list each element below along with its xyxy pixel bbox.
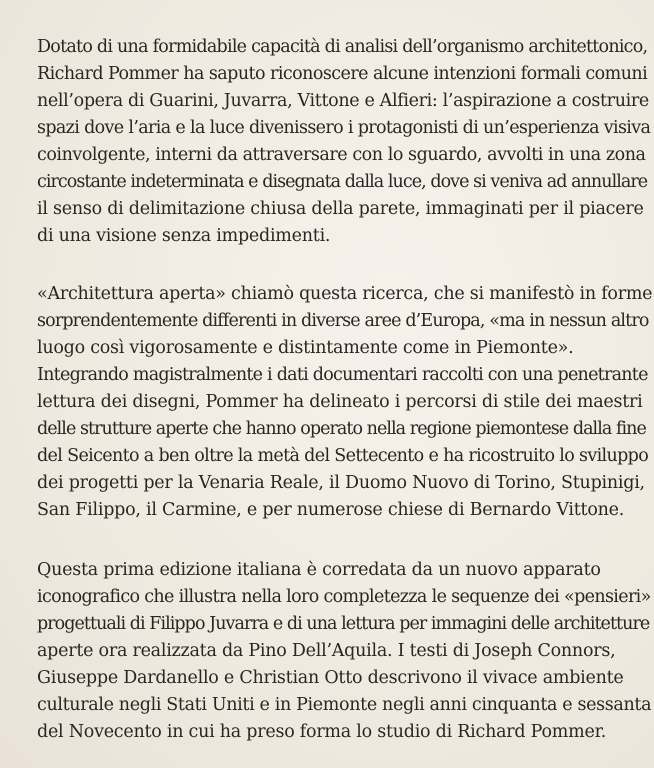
text-line: aperte ora realizzata da Pino Dell’Aquila. I testi di Joseph Connors, [37,641,616,661]
text-line: di una visione senza impedimenti. [37,226,331,246]
text-line: luogo così vigorosamente e distintamente come in Piemonte». [37,338,574,358]
text-line: Questa prima edizione italiana è corredata da un nuovo apparato [37,560,601,580]
text-line: delle strutture aperte che hanno operato nella regione piemontese dalla fine [37,419,646,439]
text-line: Integrando magistralmente i dati documentari raccolti con una penetrante [37,365,648,385]
text-line: nell’opera di Guarini, Juvarra, Vittone e Alfieri: l’aspirazione a costruire [37,91,649,111]
text-line: del Seicento a ben oltre la metà del Settecento e ha ricostruito lo sviluppo [37,446,649,466]
text-line: del Novecento in cui ha preso forma lo studio di Richard Pommer. [37,722,607,742]
text-line: sorprendentemente differenti in diverse aree d’Europa, «ma in nessun altro [37,311,649,331]
text-line: circostante indeterminata e disegnata dalla luce, dove si veniva ad annullare [37,172,648,192]
text-line: lettura dei disegni, Pommer ha delineato i percorsi di stile dei maestri [37,392,643,412]
paragraph-3 [37,557,652,746]
text-line: spazi dove l’aria e la luce divenissero i protagonisti di un’esperienza visiva [37,118,651,138]
text-line: Giuseppe Dardanello e Christian Otto descrivono il vivace ambiente [37,668,624,688]
text-line: San Filippo, il Carmine, e per numerose chiese di Bernardo Vittone. [37,500,625,520]
text-line: «Architettura aperta» chiamò questa ricerca, che si manifestò in forme [37,284,653,304]
text-line: il senso di delimitazione chiusa della parete, immaginati per il piacere [37,199,644,219]
text-line: progettuali di Filippo Juvarra e di una lettura per immagini delle architetture [37,614,650,634]
text-line: Dotato di una formidabile capacità di analisi dell’organismo architettonico, [37,37,648,57]
text-line: coinvolgente, interni da attraversare con lo sguardo, avvolti in una zona [37,145,646,165]
paragraph-1 [37,34,652,250]
text-line: culturale negli Stati Uniti e in Piemonte negli anni cinquanta e sessanta [37,695,652,715]
paragraph-2 [37,281,652,524]
text-line: Richard Pommer ha saputo riconoscere alcune intenzioni formali comuni [37,64,648,84]
text-line: dei progetti per la Venaria Reale, il Duomo Nuovo di Torino, Stupinigi, [37,473,645,493]
text-line: iconografico che illustra nella loro completezza le sequenze dei «pensieri» [37,587,651,607]
